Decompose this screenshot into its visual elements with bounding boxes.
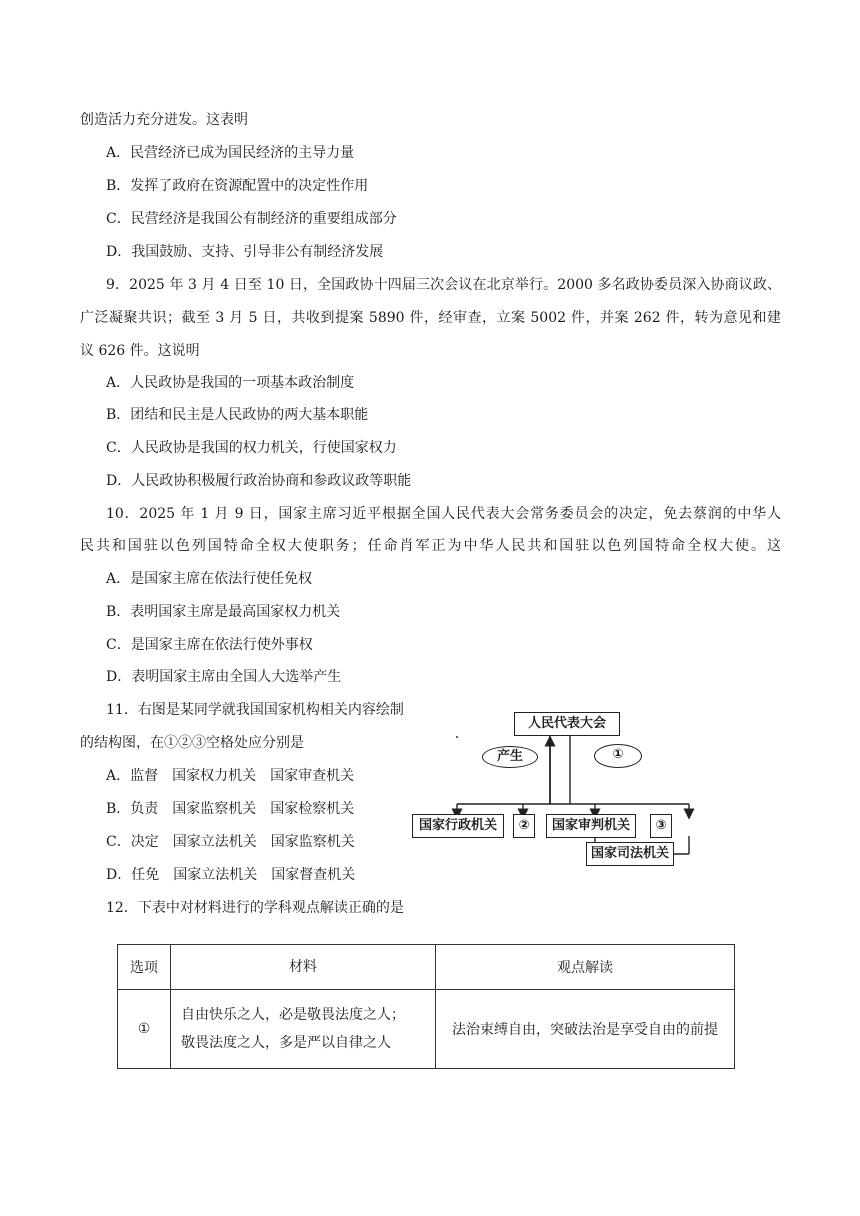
justice-organ-box: 国家司法机关 <box>586 842 674 866</box>
peoples-congress-box: 人民代表大会 <box>514 712 620 736</box>
label-produce-oval: 产生 <box>482 746 538 768</box>
judicial-organ-box: 国家审判机关 <box>546 814 636 838</box>
header-material: 材料 <box>171 945 436 990</box>
q8-option-b: B．发挥了政府在资源配置中的决定性作用 <box>106 178 369 194</box>
row-material-line-1: 自由快乐之人，必是敬畏法度之人； <box>181 1007 405 1023</box>
q8-option-d: D．我国鼓励、支持、引导非公有制经济发展 <box>106 244 384 260</box>
q10-option-d: D．表明国家主席由全国人大选举产生 <box>106 669 342 685</box>
q8-stem-tail: 创造活力充分迸发。这表明 <box>80 112 248 128</box>
blank-2-box: ② <box>513 814 535 838</box>
row-view: 法治束缚自由，突破法治是享受自由的前提 <box>436 990 735 1069</box>
q11-option-d: D．任免 国家立法机关 国家督查机关 <box>106 867 356 883</box>
q9-option-a: A．人民政协是我国的一项基本政治制度 <box>106 375 355 391</box>
q11-stem-line-1: 11．右图是某同学就我国国家机构相关内容绘制 <box>106 702 404 718</box>
q9-stem-line-1: 9．2025 年 3 月 4 日至 10 日，全国政协十四届三次会议在北京举行。2000 多名政协委员深入协商议政、 <box>106 277 781 293</box>
administrative-organ-box: 国家行政机关 <box>412 814 504 838</box>
q10-option-b: B．表明国家主席是最高国家权力机关 <box>106 604 341 620</box>
state-organs-structure-diagram <box>410 708 710 868</box>
q8-option-a: A．民营经济已成为国民经济的主导力量 <box>106 145 355 161</box>
q10-option-c: C．是国家主席在依法行使外事权 <box>106 637 313 653</box>
header-view: 观点解读 <box>436 945 735 990</box>
q9-option-b: B．团结和民主是人民政协的两大基本职能 <box>106 407 369 423</box>
row-option: ① <box>118 990 171 1069</box>
table-row <box>118 990 735 1069</box>
q9-stem-line-3: 议 626 件。这说明 <box>80 343 200 359</box>
q11-option-a: A．监督 国家权力机关 国家审查机关 <box>106 768 355 784</box>
q11-stem-line-2: 的结构图，在①②③空格处应分别是 <box>80 735 304 751</box>
q9-option-d: D．人民政协积极履行政治协商和参政议政等职能 <box>106 473 412 489</box>
q11-option-c: C．决定 国家立法机关 国家监察机关 <box>106 834 355 850</box>
row-material <box>171 990 436 1069</box>
table-header-row <box>118 945 735 990</box>
blank-1-oval: ① <box>594 744 642 768</box>
q10-stem-line-1: 10．2025 年 1 月 9 日，国家主席习近平根据全国人民代表大会常务委员会的决定，免去蔡润的中华人 <box>106 506 781 522</box>
q10-stem-line-2: 民共和国驻以色列国特命全权大使职务；任命肖军正为中华人民共和国驻以色列国特命全权大使。这 <box>80 538 781 554</box>
q12-options-table <box>117 944 735 1069</box>
q12-stem: 12．下表中对材料进行的学科观点解读正确的是 <box>106 900 404 916</box>
blank-3-box: ③ <box>650 814 672 838</box>
q10-option-a: A．是国家主席在依法行使任免权 <box>106 571 313 587</box>
q11-option-b: B．负责 国家监察机关 国家检察机关 <box>106 801 355 817</box>
header-option: 选项 <box>118 945 171 990</box>
row-material-line-2: 敬畏法度之人，多是严以自律之人 <box>181 1035 391 1051</box>
q8-option-c: C．民营经济是我国公有制经济的重要组成部分 <box>106 211 397 227</box>
q9-option-c: C．人民政协是我国的权力机关，行使国家权力 <box>106 440 397 456</box>
q9-stem-line-2: 广泛凝聚共识；截至 3 月 5 日，共收到提案 5890 件，经审查，立案 5002 件，并案 262 件，转为意见和建 <box>80 310 781 326</box>
